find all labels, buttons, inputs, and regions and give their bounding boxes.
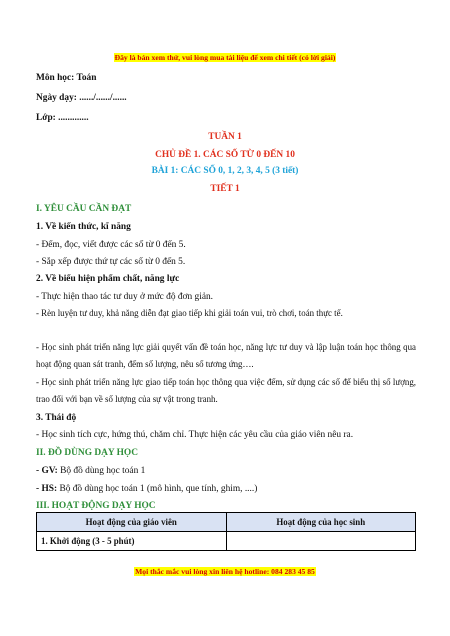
activities-table (36, 512, 416, 551)
competency-item-4: - Học sinh phát triển năng lực giao tiếp toán học thông qua việc đếm, sử dụng các số để biểu thị số lượng, trao đổi với bạn về số lượng của sự vật trong tranh. (36, 377, 416, 404)
section-activities-heading: III. HOẠT ĐỘNG DẠY HỌC (36, 501, 156, 511)
lesson-title: BÀI 1: CÁC SỐ 0, 1, 2, 3, 4, 5 (3 tiết) (151, 166, 299, 176)
subsection-attitude-heading: 3. Thái độ (36, 413, 77, 423)
student-materials-text: Bộ đồ dùng học toán 1 (mô hình, que tính, ghim, ....) (57, 484, 258, 494)
section-requirements-heading: I. YÊU CẦU CẦN ĐẠT (36, 204, 132, 214)
column-header-teacher: Hoạt động của giáo viên (37, 513, 227, 532)
section-materials-heading: II. ĐỒ DÙNG DẠY HỌC (36, 448, 138, 458)
knowledge-item-1: - Đếm, đọc, viết được các số từ 0 đến 5. (36, 240, 186, 250)
period-title: TIẾT 1 (210, 184, 240, 194)
subsection-competency-heading: 2. Về biểu hiện phẩm chất, năng lực (36, 274, 180, 284)
preview-banner (0, 53, 450, 62)
knowledge-item-2: - Sắp xếp được thứ tự các số từ 0 đến 5. (36, 257, 186, 267)
table-cell-empty (226, 532, 416, 551)
column-header-student: Hoạt động của học sinh (226, 513, 416, 532)
competency-item-2: - Rèn luyện tư duy, khả năng diễn đạt giao tiếp khi giải toán vui, trò chơi, toán thực tế. (36, 308, 343, 318)
attitude-item-1: - Học sinh tích cực, hứng thú, chăm chỉ. Thực hiện các yêu cầu của giáo viên nêu ra. (36, 430, 354, 440)
competency-item-1: - Thực hiện thao tác tư duy ở mức độ đơn giản. (36, 292, 214, 302)
table-row (37, 532, 416, 551)
class-line: Lớp: ............. (36, 113, 89, 123)
teacher-materials-text: Bộ đồ dùng học toán 1 (57, 466, 146, 476)
preview-banner-text: Đây là bản xem thử, vui lòng mua tài liệu để xem chi tiết (có lời giải) (114, 53, 336, 62)
teacher-label: - GV: (36, 466, 58, 476)
student-label: - HS: (36, 484, 58, 494)
table-cell-warmup: 1. Khởi động (3 - 5 phút) (37, 532, 227, 551)
hotline-banner (0, 567, 450, 576)
date-line: Ngày dạy: ....../....../...... (36, 93, 127, 103)
subject-line: Môn học: Toán (36, 73, 97, 83)
subsection-knowledge-heading: 1. Về kiến thức, kĩ năng (36, 222, 131, 232)
hotline-banner-text: Mọi thắc mắc vui lòng xin liên hệ hotline: 084 283 45 85 (135, 567, 315, 576)
materials-teacher (36, 465, 145, 477)
table-header-row (37, 513, 416, 532)
week-title: TUẦN 1 (208, 132, 242, 142)
topic-title: CHỦ ĐỀ 1. CÁC SỐ TỪ 0 ĐẾN 10 (155, 150, 295, 160)
competency-item-3: - Học sinh phát triển năng lực giải quyết vấn đề toán học, năng lực tư duy và lập luận toán học thông qua hoạt động quan sát tranh, đếm số lượng, nêu số tương ứng…. (36, 342, 416, 369)
materials-student (36, 483, 257, 495)
